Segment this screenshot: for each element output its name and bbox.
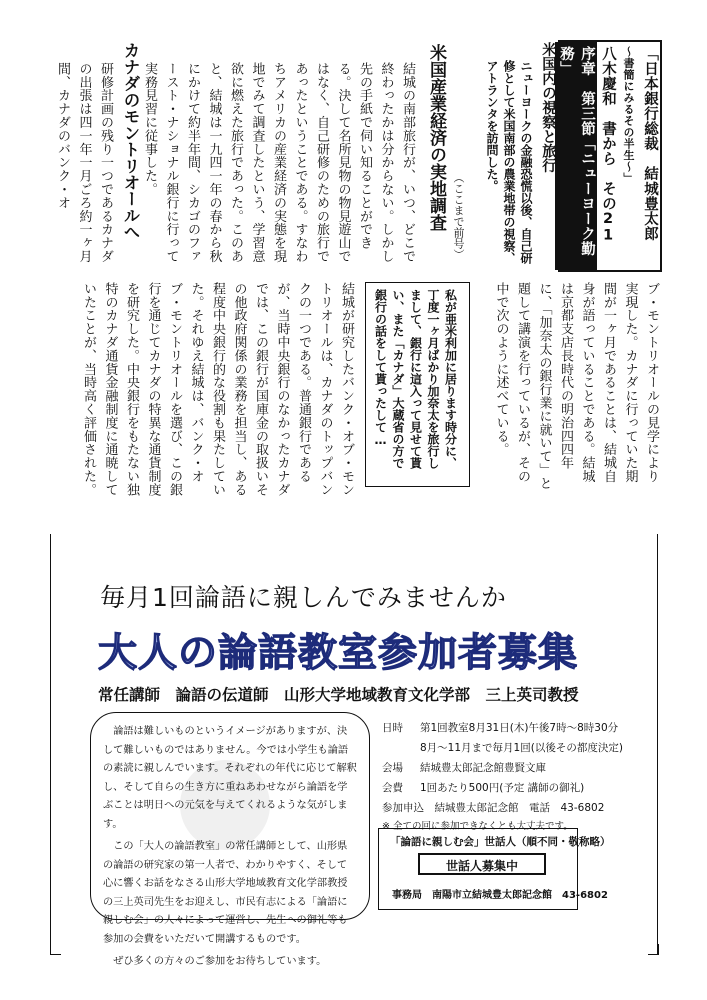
quote-box — [365, 282, 470, 487]
section2-note: （ここまで前号） — [452, 172, 465, 260]
intro-paragraph-2: この「大人の論語教室」の常任講師として、山形県の論語の研究家の第一人者で、わかりやすく、そして心に響くお話をなさる山形大学地域教育文化学部教授の三上英司先生をお迎えし、市民有志による「論語に親しむ会」の人々によって運営し、先生への御礼等も参加の会費をいただいて開講するものです。 — [103, 841, 348, 945]
venue-label: 会場 — [382, 762, 403, 774]
fee-label: 会費 — [382, 782, 403, 794]
section2-heading: 米国産業経済の実地調査 — [426, 44, 446, 231]
note-row: ※ 全ての回に参加できなくとも大丈夫です。 — [382, 821, 573, 832]
intro-box — [90, 712, 370, 967]
flyer-subtitle: 毎月1回論語に親しんでみませんか — [100, 583, 507, 612]
fee-row — [382, 780, 584, 795]
fee-value: 1回あたり500円(予定 講師の御礼) — [420, 782, 585, 794]
right-column-body: ブ・モントリオールの見学により実現した。カナダに行っていた期間が一ヶ月であることは、結城自身が語っていることである。結城は京都支店長時代の明治四四年に、「加奈太の銀行業に就いて」と題して講演を行っているが、その中で次のように述べている。 — [493, 282, 659, 490]
section3-body: 研修計画の残り一つであるカナダの出張は四一年一月ごろ約一ヶ月間、カナダのバンク・オ — [55, 62, 113, 263]
sewa-title: 「論語に親しむ会」世話人（順不同・敬称略） — [390, 836, 611, 848]
quote-text: 私が亜米利加に居ります時分に、丁度一ヶ月ばかり加奈太を旅行しまして、銀行に這入って見せて貰い、また「カナダ」大蔵省の方で銀行の話をして貰ったして… — [373, 289, 458, 469]
section3-heading: カナダのモントリオールへ — [121, 42, 140, 240]
sewa-office: 事務局 南陽市立結城豊太郎記念館 43-6802 — [392, 890, 608, 901]
section2-body: 結城の南部旅行が、いつ、どこで終わったかは分からない。しかし先の手紙で伺い知ることができる。決して名所見物の物見遊山ではなく、自己研修のための旅行であったということである。すなわちアメリカの産業経済の実態を現地でみて調査したという、学習意欲に燃えた旅行であった。このあと、結城は一九四一年の春から秋にかけて約半年間、シカゴのファースト・ナショナル銀行に行って実務見習に従事した。 — [142, 62, 415, 263]
schedule-line2: 8月～11月まで毎月1回(以後その都度決定) — [420, 742, 623, 754]
venue-value: 結城豊太郎記念館豊賢文庫 — [420, 762, 546, 774]
flyer-corner-br — [648, 944, 659, 955]
flyer-corner-bl — [50, 944, 61, 955]
venue-row — [382, 760, 546, 775]
left-column-body: 結城が研究したバンク・オブ・モントリオールは、カナダのトップバンクの一つである。普通銀行であるが、当時中央銀行のなかったカナダでは、この銀行が国庫金の取扱いその他政府関係の業務を担当し、ある程度中央銀行的な役割も果たしていた。それゆえ結城は、バンク・オブ・モントリオールを選び、この銀行を通じてカナダの特異な通貨制度を研究した。中央銀行をもたない独特のカナダ通貨金融制度に通暁していたことが、当時高く評価された。 — [81, 282, 354, 497]
schedule-row — [382, 720, 618, 735]
section1-lead: ニューヨークの金融恐慌以後、自己研修として米国南部の農業地帯の視察、アトランタを訪問した。 — [485, 60, 533, 264]
intro-paragraph-3: ぜひ多くの方々のご参加をお待ちしています。 — [113, 956, 327, 967]
series-title-line1: 「日本銀行総裁 結城豊太郎 — [642, 46, 658, 241]
section1-heading: 米国内の視察と旅行 — [540, 42, 556, 173]
series-title-box — [558, 40, 662, 272]
schedule-line1: 第1回教室8月31日(木)午後7時～8時30分 — [420, 722, 619, 734]
schedule-label: 日時 — [382, 722, 403, 734]
intro-paragraph-1: 論語は難しいものというイメージがありますが、決して難しいものではありません。今では小学生も論語の素読に親しんでいます。それぞれの年代に応じて解釈し、そして自らの生き方に重ねあわせながら論語を学ぶことは明日への元気を与えてくれるような気がします。 — [103, 726, 357, 830]
series-title-line4: 序章 第三節「ニューヨーク勤務」 — [555, 42, 597, 270]
series-title-line3: 八木慶和 書から その21 — [600, 46, 616, 244]
sewa-badge: 世話人募集中 — [418, 853, 546, 875]
series-title-line2: ～書簡にみるその半生～」 — [622, 46, 635, 184]
apply-row: 参加申込 結城豊太郎記念館 電話 43-6802 — [382, 802, 605, 814]
flyer-teacher: 常任講師 論語の伝道師 山形大学地域教育文化学部 三上英司教授 — [98, 686, 579, 704]
flyer-title: 大人の論語教室参加者募集 — [98, 631, 579, 676]
